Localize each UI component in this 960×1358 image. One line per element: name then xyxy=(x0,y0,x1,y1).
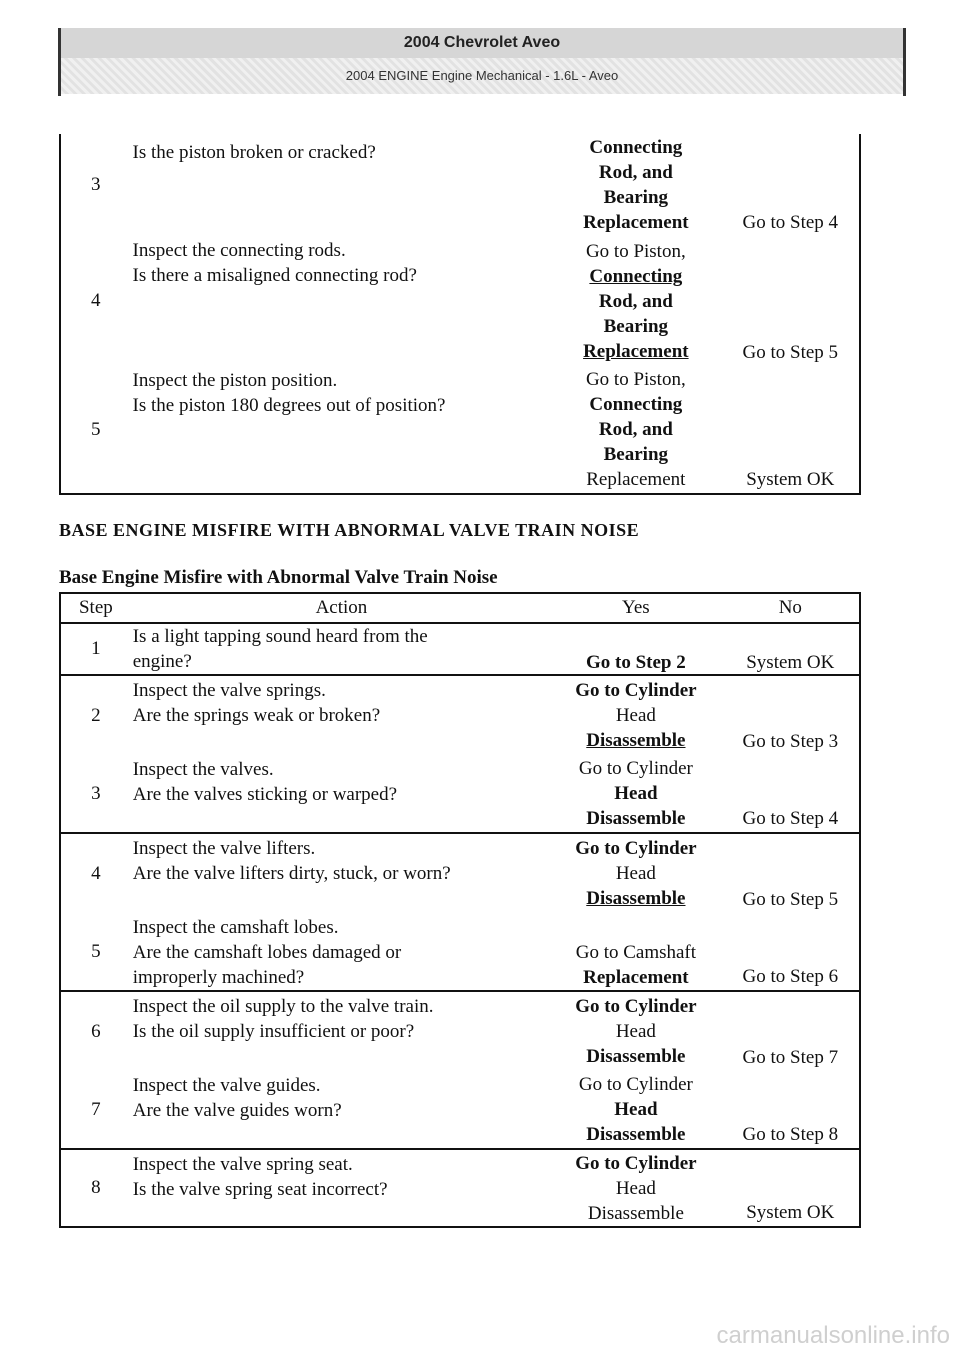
step-cell: 6 xyxy=(91,1020,101,1042)
yes-line: Disassemble xyxy=(586,1046,686,1067)
no-cell: System OK xyxy=(746,652,835,673)
no-cell: Go to Step 7 xyxy=(742,1047,839,1068)
column-header-yes: Yes xyxy=(550,593,721,623)
yes-cell xyxy=(550,134,722,236)
action-line: Are the valve lifters dirty, stuck, or worn? xyxy=(132,863,451,884)
action-line: Inspect the valve guides. xyxy=(132,1075,321,1096)
continued-table xyxy=(59,134,861,495)
table-row xyxy=(60,1149,860,1227)
table-row xyxy=(60,991,860,1071)
section-title: BASE ENGINE MISFIRE WITH ABNORMAL VALVE TRAIN NOISE xyxy=(59,520,640,540)
yes-line: Rod, and xyxy=(598,290,673,312)
yes-cell xyxy=(550,1149,721,1227)
action-cell xyxy=(131,1071,550,1149)
action-cell xyxy=(131,755,550,833)
action-line: Is a light tapping sound heard from the xyxy=(132,626,428,647)
no-cell: Go to Step 3 xyxy=(742,731,839,752)
yes-line: Replacement xyxy=(583,967,689,988)
action-line: Are the valve guides worn? xyxy=(132,1100,342,1121)
yes-cell xyxy=(550,366,722,494)
yes-line: Head xyxy=(615,1177,656,1199)
document-header xyxy=(58,28,906,96)
no-cell: Go to Step 4 xyxy=(742,212,839,233)
yes-cell xyxy=(550,1071,721,1149)
action-cell xyxy=(131,833,550,913)
document-subtitle: 2004 ENGINE Engine Mechanical - 1.6L - Aveo xyxy=(61,58,903,94)
action-line: Is the valve spring seat incorrect? xyxy=(132,1179,388,1200)
yes-line: Go to Cylinder xyxy=(578,758,693,779)
table-row xyxy=(60,675,860,755)
action-line: improperly machined? xyxy=(132,967,305,988)
no-cell: Go to Step 5 xyxy=(742,889,839,910)
action-line: Inspect the piston position. xyxy=(132,370,338,391)
action-line: Inspect the valve spring seat. xyxy=(132,1154,353,1175)
yes-line: Disassemble xyxy=(586,1124,686,1145)
table-row xyxy=(60,134,860,236)
watermark: carmanualsonline.info xyxy=(716,1322,950,1349)
yes-cell xyxy=(550,675,721,755)
no-cell: System OK xyxy=(746,1202,835,1223)
action-line: Is the oil supply insufficient or poor? xyxy=(132,1021,415,1042)
action-line: Inspect the valve springs. xyxy=(132,680,326,701)
step-cell: 3 xyxy=(91,782,101,804)
yes-cell xyxy=(550,991,721,1071)
no-cell: Go to Step 4 xyxy=(742,808,839,829)
table-row xyxy=(60,236,860,366)
action-cell xyxy=(131,991,550,1071)
no-cell: Go to Step 6 xyxy=(742,966,839,987)
yes-cell xyxy=(550,236,722,366)
step-cell: 3 xyxy=(91,174,101,195)
step-cell: 8 xyxy=(91,1177,101,1198)
yes-line: Go to Piston, xyxy=(585,369,686,390)
column-header-action: Action xyxy=(131,593,550,623)
yes-line: Disassemble xyxy=(586,808,686,829)
column-header-step: Step xyxy=(60,593,131,623)
yes-link[interactable]: Connecting xyxy=(589,265,683,287)
action-line: Are the springs weak or broken? xyxy=(132,705,381,726)
yes-link[interactable]: Replacement xyxy=(583,340,689,362)
yes-line: Disassemble xyxy=(587,1202,684,1224)
yes-line: Bearing xyxy=(603,187,669,208)
document-title: 2004 Chevrolet Aveo xyxy=(61,28,903,58)
table-row xyxy=(60,366,860,494)
yes-line: Head xyxy=(615,863,656,884)
action-line: Is there a misaligned connecting rod? xyxy=(132,265,417,286)
no-cell: System OK xyxy=(746,469,835,490)
action-line: Inspect the oil supply to the valve train. xyxy=(132,996,434,1017)
step-cell: 1 xyxy=(91,638,101,659)
yes-cell xyxy=(550,755,721,833)
no-cell: Go to Step 8 xyxy=(742,1124,839,1145)
yes-link[interactable]: Go to Camshaft xyxy=(575,942,697,963)
yes-line: Replacement xyxy=(586,469,686,490)
table-row xyxy=(60,833,860,913)
yes-line: Replacement xyxy=(583,212,689,233)
action-cell xyxy=(131,236,551,366)
table-row xyxy=(60,755,860,833)
yes-cell xyxy=(550,913,721,991)
yes-line: Head xyxy=(614,783,658,804)
step-cell: 7 xyxy=(91,1098,101,1120)
yes-link[interactable]: Disassemble xyxy=(586,888,686,909)
yes-line: Bearing xyxy=(603,315,669,337)
yes-line: Head xyxy=(615,1021,656,1042)
table-header-row xyxy=(60,593,860,623)
action-line: Is the piston 180 degrees out of position? xyxy=(132,395,446,416)
action-line: Inspect the valves. xyxy=(132,759,274,780)
step-cell: 5 xyxy=(91,940,101,962)
yes-line: Go to Cylinder xyxy=(575,996,697,1017)
table-row xyxy=(60,623,860,675)
yes-link[interactable]: Go to Step 2 xyxy=(586,652,686,673)
action-cell xyxy=(131,366,551,494)
step-cell: 5 xyxy=(91,418,101,440)
action-cell xyxy=(131,134,551,236)
action-cell xyxy=(131,623,550,675)
yes-line: Go to Cylinder xyxy=(575,680,697,701)
table-row xyxy=(60,913,860,991)
yes-cell xyxy=(550,833,721,913)
action-cell xyxy=(131,675,550,755)
yes-line: Go to Piston, xyxy=(585,240,686,262)
no-cell: Go to Step 5 xyxy=(742,342,839,363)
yes-line: Go to Cylinder xyxy=(575,1152,697,1174)
action-line: Inspect the valve lifters. xyxy=(132,838,316,859)
table-row xyxy=(60,1071,860,1149)
column-header-no: No xyxy=(722,593,860,623)
yes-line: Connecting xyxy=(589,394,683,415)
action-line: Are the camshaft lobes damaged or xyxy=(132,942,402,963)
diagnostic-table xyxy=(59,592,861,1228)
action-line: Inspect the connecting rods. xyxy=(132,240,346,261)
yes-line: Head xyxy=(615,705,656,726)
step-cell: 4 xyxy=(91,290,101,311)
yes-line: Connecting xyxy=(589,137,683,158)
action-cell xyxy=(131,913,550,991)
yes-line: Go to Cylinder xyxy=(578,1074,693,1095)
table-caption: Base Engine Misfire with Abnormal Valve Train Noise xyxy=(59,567,498,588)
action-line: Is the piston broken or cracked? xyxy=(132,142,376,163)
yes-line: Go to Cylinder xyxy=(575,838,697,859)
action-cell xyxy=(131,1149,550,1227)
step-cell: 4 xyxy=(91,862,101,884)
action-line: engine? xyxy=(132,651,192,672)
action-line: Inspect the camshaft lobes. xyxy=(132,917,339,938)
step-cell: 2 xyxy=(91,704,101,726)
action-line: Are the valves sticking or warped? xyxy=(132,784,398,805)
yes-line: Rod, and xyxy=(598,419,673,440)
yes-link[interactable]: Disassemble xyxy=(586,730,686,751)
yes-line: Bearing xyxy=(603,444,669,465)
yes-line: Head xyxy=(614,1099,658,1120)
yes-line: Rod, and xyxy=(598,162,673,183)
